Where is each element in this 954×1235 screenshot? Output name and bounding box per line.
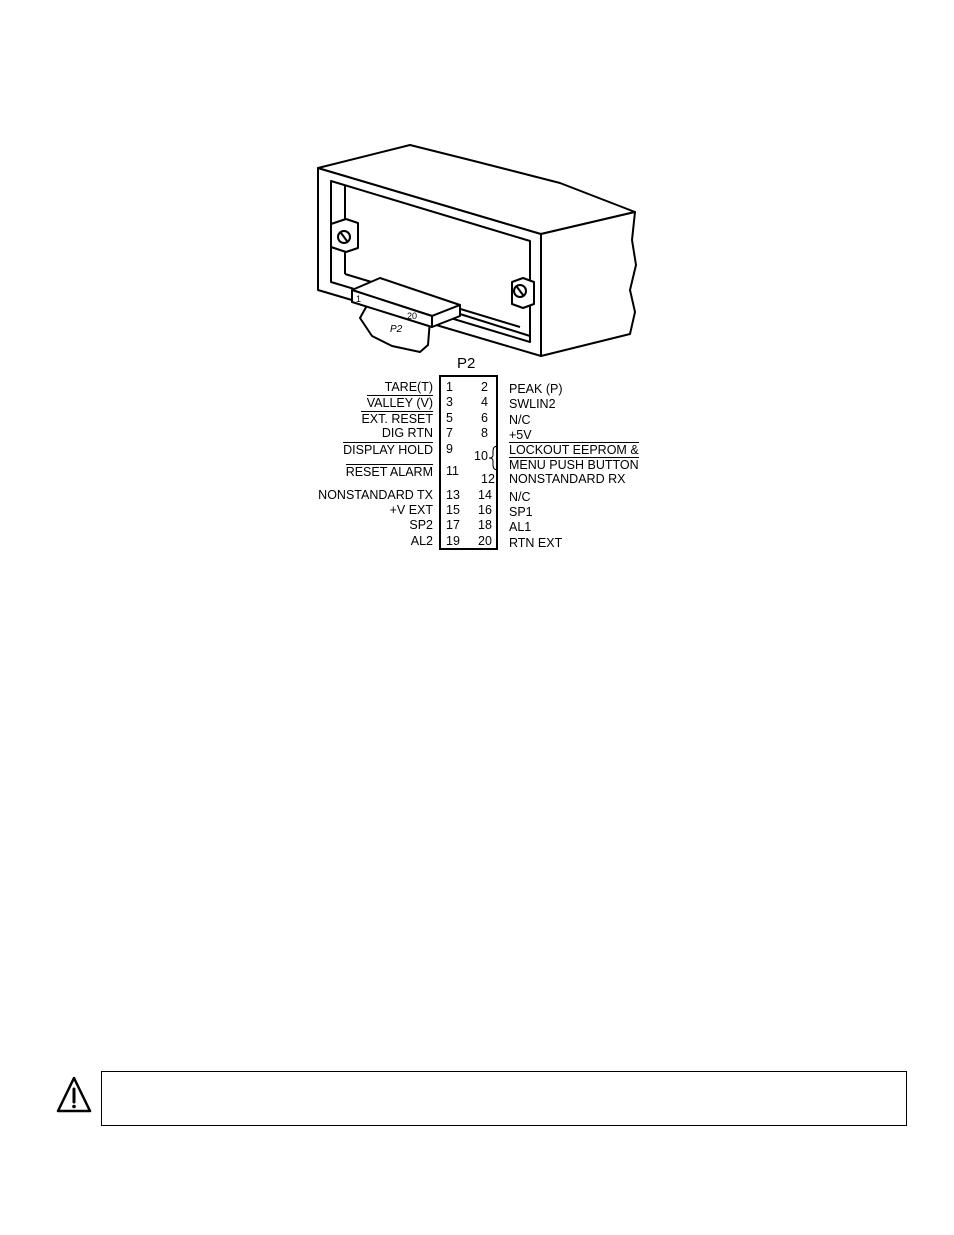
left-pin-number: 13 [446,488,460,502]
right-pin-label: LOCKOUT EEPROM & [509,443,639,457]
right-pin-label-continued: MENU PUSH BUTTON [509,458,639,472]
right-pin-label: PEAK (P) [509,382,563,396]
right-pin-number: 18 [478,518,492,532]
right-pin-number: 14 [478,488,492,502]
left-pin-number: 5 [446,411,453,425]
cable-label: P2 [390,324,403,335]
left-pin-number: 1 [446,380,453,394]
right-pin-number: 20 [478,534,492,548]
left-pin-number: 11 [446,464,459,478]
left-pin-label: VALLEY (V) [366,396,433,410]
connector-pin-last-marker: 20 [407,311,418,321]
right-pin-label: SP1 [509,505,533,519]
right-pin-number: 6 [481,411,488,425]
left-pin-number: 19 [446,534,460,548]
right-pin-number: 10 [474,449,488,463]
left-pin-label: SP2 [409,518,433,532]
left-pin-number: 17 [446,518,460,532]
connector-title: P2 [457,355,476,372]
left-pin-label: DISPLAY HOLD [343,443,433,457]
connector-pin-first-marker: 1 [356,294,362,304]
right-pin-label: +5V [509,428,532,442]
left-pin-number: 7 [446,426,453,440]
warning-box [101,1071,907,1126]
warning-triangle-icon [55,1075,93,1115]
right-pin-label: SWLIN2 [509,397,556,411]
left-pin-number: 3 [446,395,453,409]
right-pin-number: 12 [481,472,495,486]
right-pin-label: NONSTANDARD RX [509,472,626,486]
left-pin-label: DIG RTN [381,426,433,440]
right-pin-label: RTN EXT [509,536,563,550]
right-pin-label: AL1 [509,520,532,534]
right-pin-number: 4 [481,395,488,409]
right-pin-label: N/C [509,413,531,427]
left-pin-label: AL2 [410,534,433,548]
left-pin-label: TARE(T) [384,380,433,394]
left-pin-number: 9 [446,442,453,456]
left-pin-label: +V EXT [389,503,433,517]
left-pin-number: 15 [446,503,460,517]
right-pin-number: 16 [478,503,492,517]
left-pin-label: RESET ALARM [345,465,433,479]
pin10-brace [488,445,500,471]
right-pin-number: 2 [481,380,488,394]
right-pin-number: 8 [481,426,488,440]
left-pin-label: EXT. RESET [361,412,433,426]
meter-case-illustration [0,0,954,360]
left-pin-label: NONSTANDARD TX [318,488,433,502]
right-pin-label: N/C [509,490,531,504]
